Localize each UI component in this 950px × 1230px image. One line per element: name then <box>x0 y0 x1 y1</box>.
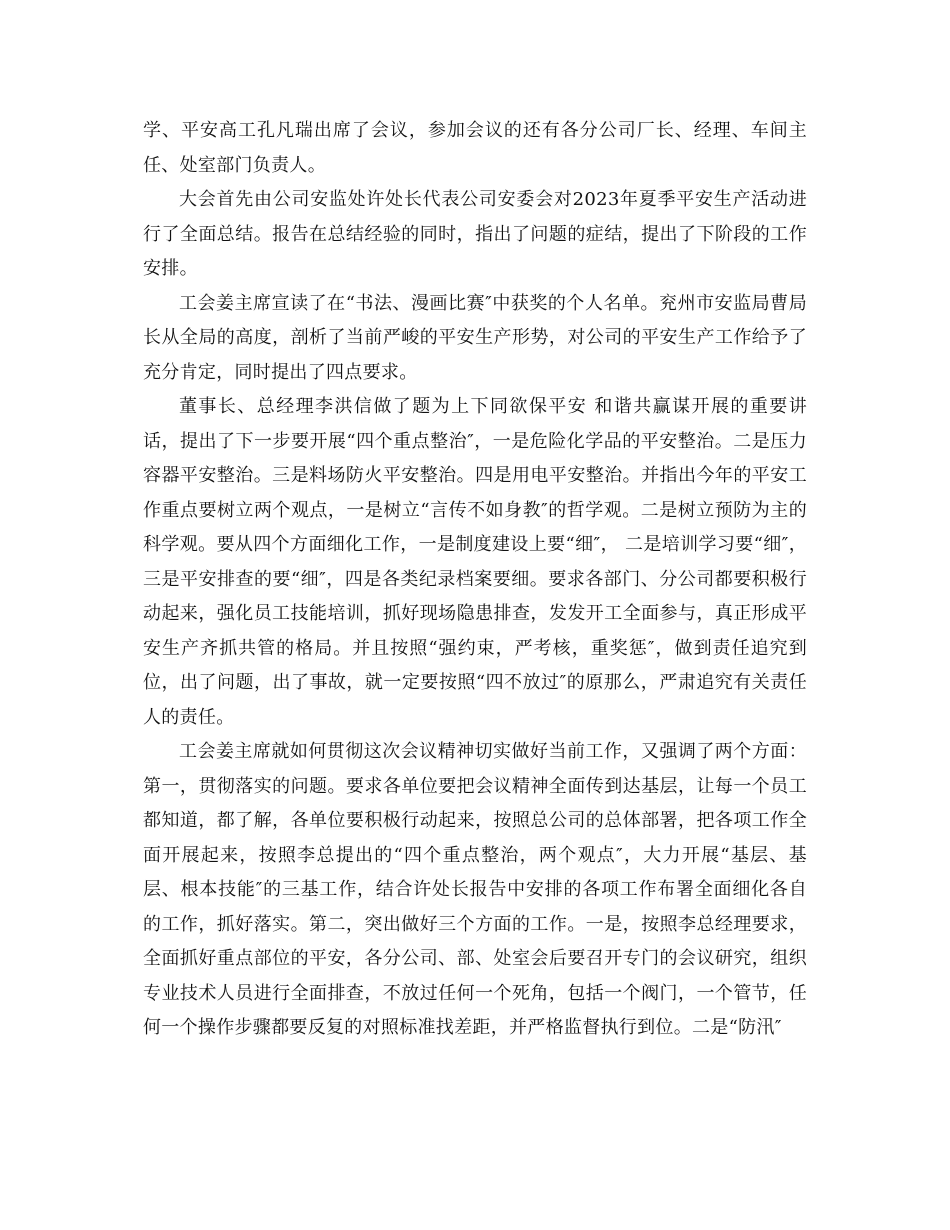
paragraph-awards-requirements: 工会姜主席宣读了在“书法、漫画比赛″中获奖的个人名单。兖州市安监局曹局长从全局的高度，剖析了当前严峻的平安生产形势，对公司的平安生产工作给予了充分肯定，同时提出了四点要求。 <box>143 292 807 383</box>
paragraph-attendees: 学、平安高工孔凡瑞出席了会议，参加会议的还有各分公司厂长、经理、车间主任、处室部门负责人。 <box>143 120 807 176</box>
paragraph-chairman-speech: 董事长、总经理李洪信做了题为上下同欲保平安 和谐共赢谋开展的重要讲话，提出了下一步要开展“四个重点整治″，一是危险化学品的平安整治。二是压力容器平安整治。三是料场防火平安整治。四是用电平安整治。并指出今年的平安工作重点要树立两个观点，一是树立“言传不如身教″的哲学观。二是树立预防为主的科学观。要从四个方面细化工作，一是制度建设上要“细″， 二是培训学习要“细″， 三是平安排查的要“细″，四是各类纪录档案要细。要求各部门、分公司都要积极行动起来，强化员工技能培训，抓好现场隐患排查，发发开工全面参与，真正形成平安生产齐抓共管的格局。并且按照“强约束，严考核，重奖惩″，做到责任追究到位，出了问题，出了事故，就一定要按照“四不放过″的原那么，严肃追究有关责任人的责任。 <box>143 396 807 728</box>
paragraph-implementation: 工会姜主席就如何贯彻这次会议精神切实做好当前工作，又强调了两个方面：第一，贯彻落实的问题。要求各单位要把会议精神全面传到达基层，让每一个员工都知道，都了解，各单位要积极行动起来，按照总公司的总体部署，把各项工作全面开展起来，按照李总提出的“四个重点整治，两个观点″，大力开展“基层、基层、根本技能″的三基工作，结合许处长报告中安排的各项工作布署全面细化各自的工作，抓好落实。第二，突出做好三个方面的工作。一是，按照李总经理要求，全面抓好重点部位的平安，各分公司、部、处室会后要召开专门的会议研究，组织专业技术人员进行全面排查，不放过任何一个死角，包括一个阀门，一个管节，任何一个操作步骤都要反复的对照标准找差距，并严格监督执行到位。二是“防汛″ <box>143 741 807 1038</box>
document-body <box>143 114 807 1046</box>
paragraph-summary-report: 大会首先由公司安监处许处长代表公司安委会对2023年夏季平安生产活动进行了全面总结。报告在总结经验的同时，指出了问题的症结，提出了下阶段的工作安排。 <box>143 189 807 279</box>
